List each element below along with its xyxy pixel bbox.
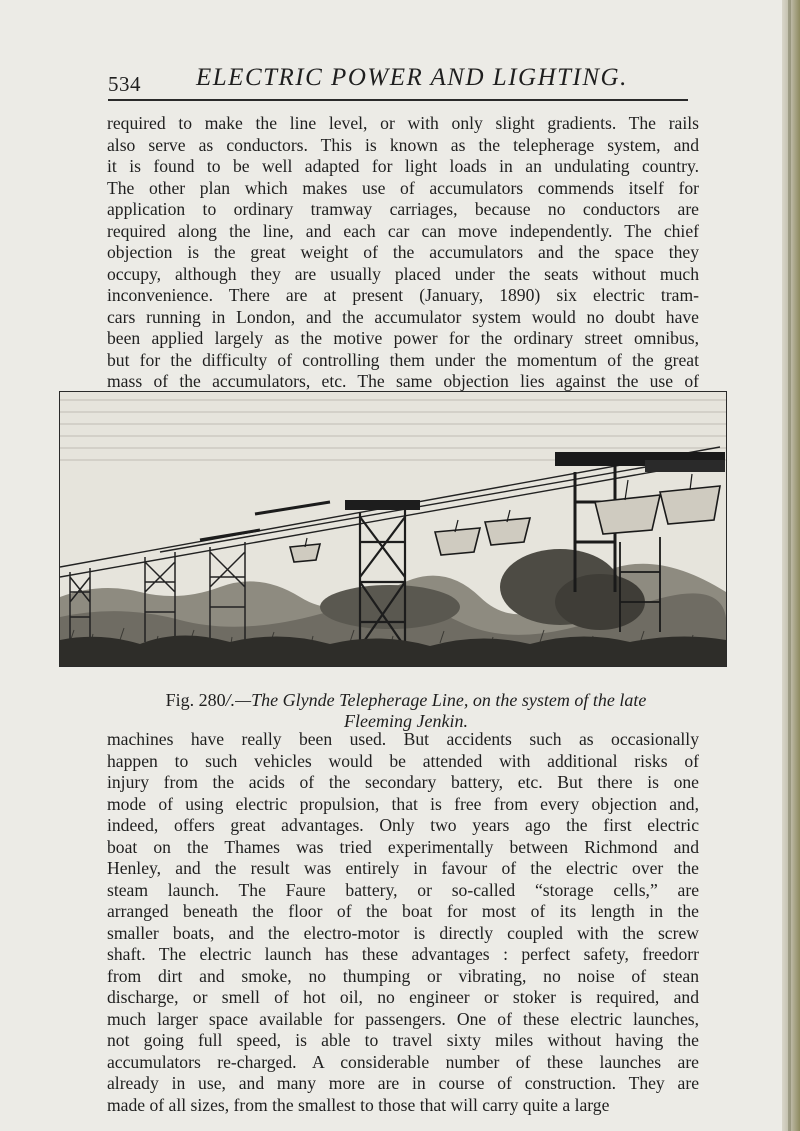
text-line: not going full speed, is able to travel sixty miles without having the (107, 1030, 699, 1050)
text-line: The other plan which makes use of accumulators commends itself for (107, 177, 699, 198)
text-line: objection is the great weight of the accumulators and the space they (107, 242, 699, 262)
paragraph-1 (107, 113, 699, 414)
figure-caption (116, 690, 696, 732)
caption-line-2: Fleeming Jenkin. (344, 711, 468, 731)
text-line: much larger space available for passengers. One of these electric launches, (107, 1008, 699, 1029)
text-line: injury from the acids of the secondary battery, etc. But there is one (107, 772, 699, 792)
caption-line-1: /.—The Glynde Telepherage Line, on the system of the late (225, 690, 647, 710)
text-line: it is found to be well adapted for light loads in an undulating country. (107, 156, 699, 176)
text-line: arranged beneath the floor of the boat for most of its length in the (107, 901, 699, 921)
text-line: inconvenience. There are at present (January, 1890) six electric tram- (107, 285, 699, 305)
text-line: application to ordinary tramway carriages, because no conductors are (107, 199, 699, 219)
text-line: Henley, and the result was entirely in favour of the electric over the (107, 858, 699, 878)
figure-illustration (59, 391, 727, 667)
text-line: smaller boats, and the electro-motor is directly coupled with the screw (107, 922, 699, 943)
text-line: cars running in London, and the accumulator system would no doubt have (107, 306, 699, 327)
text-line: also serve as conductors. This is known as the telepherage system, and (107, 134, 699, 155)
text-line: boat on the Thames was tried experimentally between Richmond and (107, 836, 699, 857)
text-line: accumulators re-charged. A considerable number of these launches are (107, 1051, 699, 1072)
text-line: happen to such vehicles would be attended with additional risks of (107, 750, 699, 771)
text-line: discharge, or smell of hot oil, no engineer or stoker is required, and (107, 987, 699, 1007)
text-line: but for the difficulty of controlling them under the momentum of the great (107, 349, 699, 370)
text-line: mass of the accumulators, etc. The same objection lies against the use of (107, 371, 699, 391)
text-line: indeed, offers great advantages. Only two years ago the first electric (107, 815, 699, 835)
text-line: machines have really been used. But accidents such as occasionally (107, 729, 699, 749)
text-line: required to make the line level, or with only slight gradients. The rails (107, 113, 699, 133)
text-line: steam launch. The Faure battery, or so-called “storage cells,” are (107, 879, 699, 900)
page-number: 534 (108, 72, 141, 96)
figure-label: Fig. 280 (165, 690, 226, 710)
text-line: been applied largely as the motive power for the ordinary street omnibus, (107, 328, 699, 348)
telepherage-engraving (60, 392, 726, 666)
text-line: made of all sizes, from the smallest to those that will carry quite a large (107, 1094, 610, 1115)
paragraph-2 (107, 729, 699, 1116)
text-line: already in use, and many more are in course of construction. They are (107, 1073, 699, 1093)
running-title: ELECTRIC POWER AND LIGHTING. (196, 64, 628, 91)
text-line: mode of using electric propulsion, that is free from every objection and, (107, 793, 699, 814)
text-line: occupy, although they are usually placed under the seats without much (107, 263, 699, 284)
text-line: shaft. The electric launch has these advantages : perfect safety, freedorr (107, 944, 699, 964)
header-rule (108, 99, 688, 101)
text-line: from dirt and smoke, no thumping or vibrating, no noise of stean (107, 965, 699, 986)
text-line: required along the line, and each car can move independently. The chief (107, 220, 699, 241)
page-edge-shadow (782, 0, 800, 1131)
